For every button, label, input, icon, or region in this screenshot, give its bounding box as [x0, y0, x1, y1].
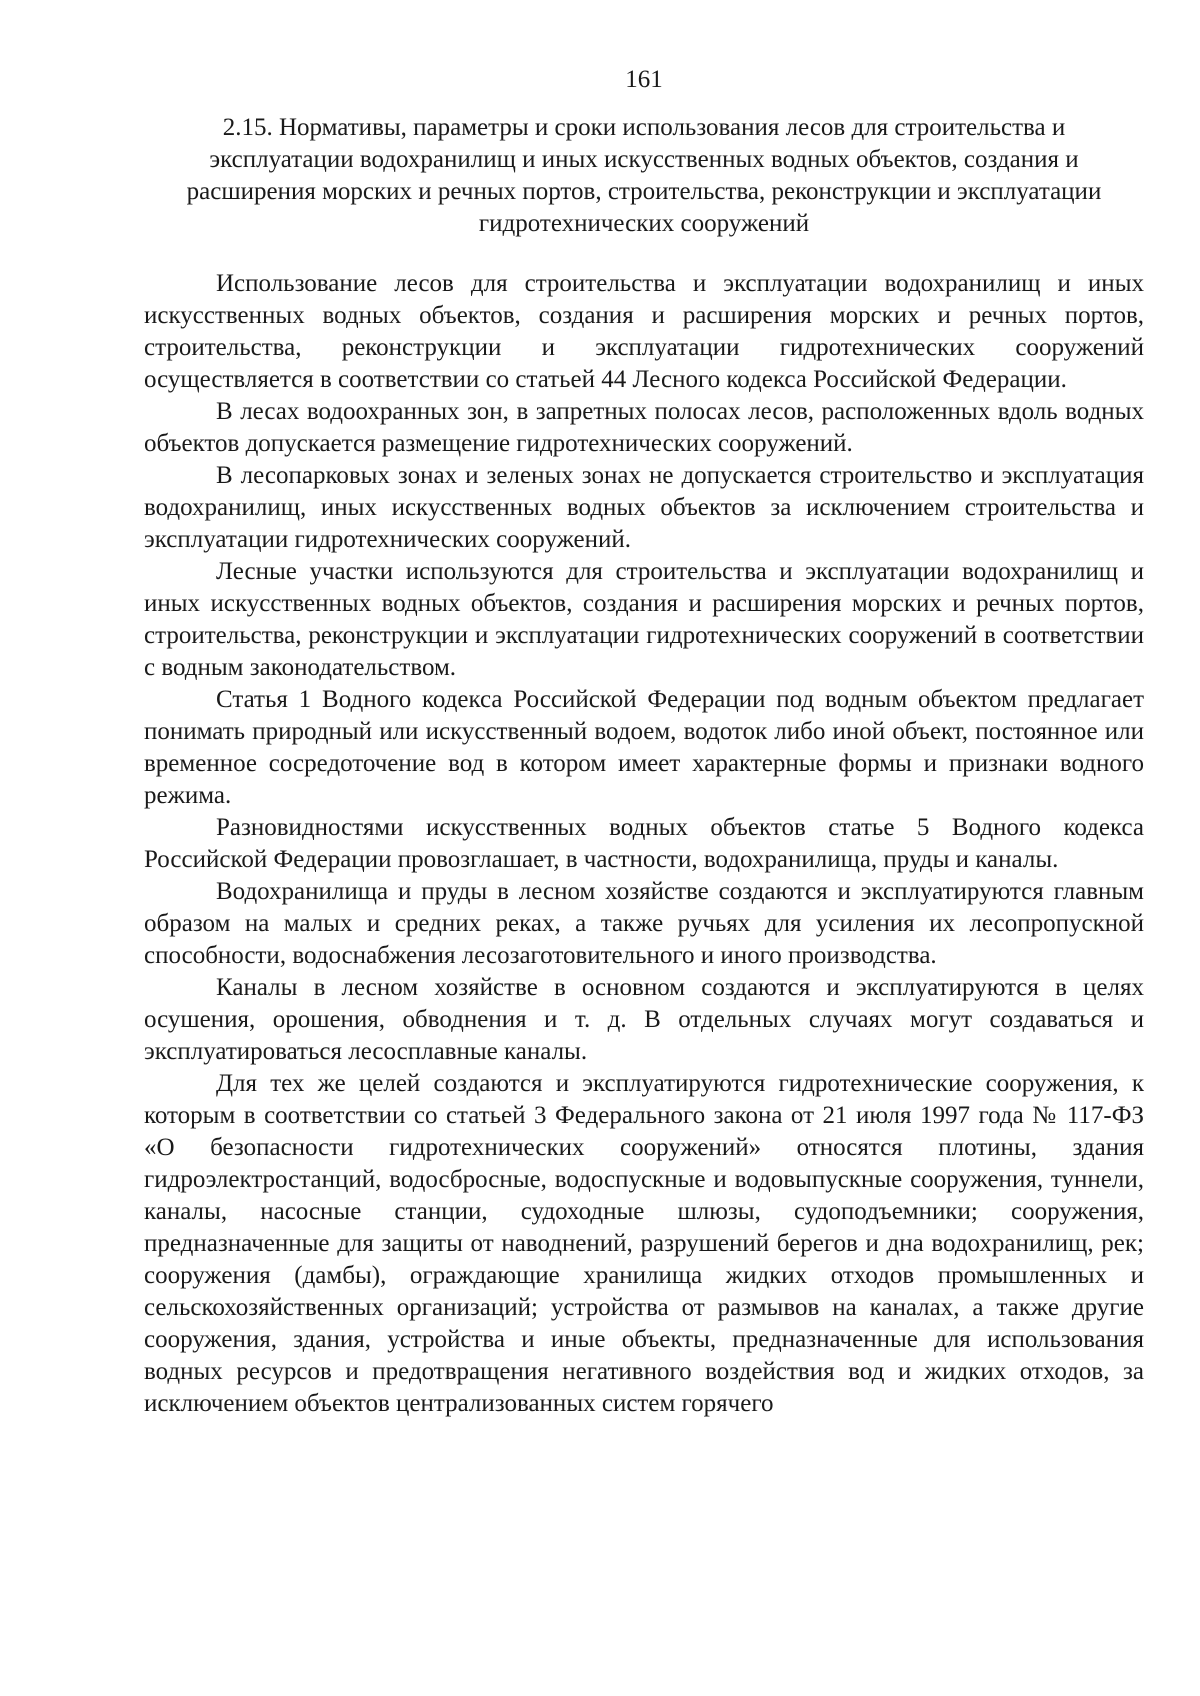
section-title: 2.15. Нормативы, параметры и сроки использования лесов для строительства и эксплуатации водохранилищ и иных искусственных водных объектов, создания и расширения морских и речных портов, строительства, реконструкции и эксплуатации гидротехнических сооружений	[186, 114, 1102, 237]
page-number: 161	[625, 66, 663, 93]
paragraph: Лесные участки используются для строительства и эксплуатации водохранилищ и иных искусственных водных объектов, создания и расширения морских и речных портов, строительства, реконструкции и эксплуатации гидротехнических сооружений в соответствии с водным законодательством.	[144, 558, 1144, 681]
document-page	[144, 64, 1144, 1420]
paragraph: Использование лесов для строительства и эксплуатации водохранилищ и иных искусственных водных объектов, создания и расширения морских и речных портов, строительства, реконструкции и эксплуатации гидротехнических сооружений осуществляется в соответствии со статьей 44 Лесного кодекса Российской Федерации.	[144, 270, 1144, 393]
paragraph: В лесах водоохранных зон, в запретных полосах лесов, расположенных вдоль водных объектов допускается размещение гидротехнических сооружений.	[144, 398, 1144, 457]
paragraph: Каналы в лесном хозяйстве в основном создаются и эксплуатируются в целях осушения, орошения, обводнения и т. д. В отдельных случаях могут создаваться и эксплуатироваться лесосплавные каналы.	[144, 974, 1144, 1065]
paragraph: Водохранилища и пруды в лесном хозяйстве создаются и эксплуатируются главным образом на малых и средних реках, а также ручьях для усиления их лесопропускной способности, водоснабжения лесозаготовительного и иного производства.	[144, 878, 1144, 969]
paragraph: Разновидностями искусственных водных объектов статье 5 Водного кодекса Российской Федерации провозглашает, в частности, водохранилища, пруды и каналы.	[144, 814, 1144, 873]
paragraph: Для тех же целей создаются и эксплуатируются гидротехнические сооружения, к которым в соответствии со статьей 3 Федерального закона от 21 июля 1997 года № 117-ФЗ «О безопасности гидротехнических сооружений» относятся плотины, здания гидроэлектростанций, водосбросные, водоспускные и водовыпускные сооружения, туннели, каналы, насосные станции, судоходные шлюзы, судоподъемники; сооружения, предназначенные для защиты от наводнений, разрушений берегов и дна водохранилищ, рек; сооружения (дамбы), ограждающие хранилища жидких отходов промышленных и сельскохозяйственных организаций; устройства от размывов на каналах, а также другие сооружения, здания, устройства и иные объекты, предназначенные для использования водных ресурсов и предотвращения негативного воздействия вод и жидких отходов, за исключением объектов централизованных систем горячего	[144, 1070, 1144, 1417]
paragraph: Статья 1 Водного кодекса Российской Федерации под водным объектом предлагает понимать природный или искусственный водоем, водоток либо иной объект, постоянное или временное сосредоточение вод в котором имеет характерные формы и признаки водного режима.	[144, 686, 1144, 809]
paragraph: В лесопарковых зонах и зеленых зонах не допускается строительство и эксплуатация водохранилищ, иных искусственных водных объектов за исключением строительства и эксплуатации гидротехнических сооружений.	[144, 462, 1144, 553]
